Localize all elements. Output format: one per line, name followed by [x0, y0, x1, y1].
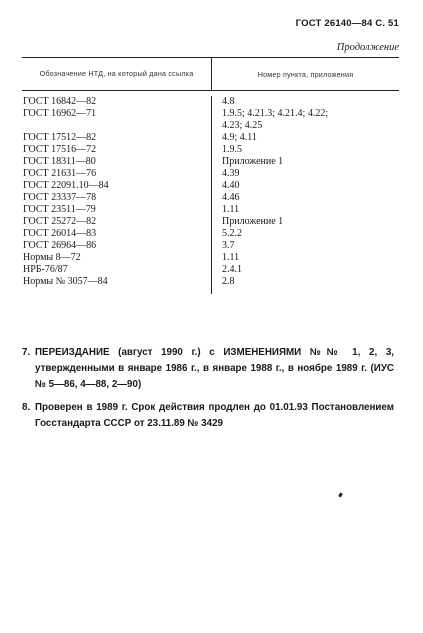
table-body — [22, 91, 399, 294]
continuation-label: Продолжение — [336, 42, 399, 53]
table-cell-clause: 4.46 — [222, 192, 240, 203]
table-cell-clause: 1.9.5 — [222, 144, 242, 155]
page-header: ГОСТ 26140—84 С. 51 — [295, 18, 399, 29]
table-spacer — [23, 288, 211, 294]
table-cell-document: ГОСТ 26964—86 — [23, 240, 97, 251]
note-number: 8. — [22, 402, 31, 413]
table-cell-clause: Приложение 1 — [222, 216, 284, 227]
table-cell-document: ГОСТ 16962—71 — [23, 108, 97, 119]
table-cell-document: ГОСТ 18311—80 — [23, 156, 96, 167]
table-cell-document: ГОСТ 23337—78 — [23, 192, 97, 203]
table-cell-document: ГОСТ 26014—83 — [23, 228, 97, 239]
table-cell-document — [23, 120, 211, 132]
table-cell-clause: 2.8 — [222, 276, 235, 287]
table-cell-clause: 2.4.1 — [222, 264, 242, 275]
column-header-document: Обозначение НТД, на который дана ссылка — [22, 58, 212, 90]
table-cell-clause: 1.11 — [222, 252, 240, 263]
reference-table — [22, 57, 399, 294]
table-cell-clause: 3.7 — [222, 240, 235, 251]
table-cell-clause: 4.9; 4.11 — [222, 132, 257, 143]
table-cell-clause: 4.23; 4.25 — [222, 120, 263, 131]
table-cell-clause: 1.9.5; 4.21.3; 4.21.4; 4.22; — [222, 108, 329, 119]
table-cell-clause: 4.39 — [222, 168, 240, 179]
table-cell-clause: 4.40 — [222, 180, 240, 191]
table-cell-document: Нормы 8—72 — [23, 252, 81, 263]
table-cell-document: ГОСТ 25272—82 — [23, 216, 97, 227]
document-column — [22, 96, 212, 294]
table-cell-clause: Приложение 1 — [222, 156, 284, 167]
note-reissue — [22, 345, 394, 393]
ink-mark — [338, 493, 343, 498]
clause-column — [212, 96, 399, 294]
table-cell-document: Нормы № 3057—84 — [23, 276, 108, 287]
note-validity — [22, 400, 394, 432]
column-header-clause: Номер пункта, приложения — [257, 69, 354, 79]
table-cell-document: ГОСТ 16842—82 — [23, 96, 97, 107]
table-cell-document: ГОСТ 23511—79 — [23, 204, 96, 215]
note-text: Проверен в 1989 г. Срок действия продлен до 01.01.93 Постановлением Госстандарта СССР от 23.11.89 № 3429 — [35, 402, 394, 429]
note-text: ПЕРЕИЗДАНИЕ (август 1990 г.) с ИЗМЕНЕНИЯМИ №№ 1, 2, 3, утвержденными в январе 1986 г., в январе 1988 г., в ноябре 1989 г. (ИУС № 5—86, 4—88, 2—90) — [35, 347, 394, 390]
table-cell-clause: 4.8 — [222, 96, 235, 107]
table-cell-clause: 1.11 — [222, 204, 240, 215]
table-cell-clause: 5.2.2 — [222, 228, 242, 239]
note-number: 7. — [22, 347, 31, 358]
table-cell-document: ГОСТ 21631—76 — [23, 168, 97, 179]
table-cell-document: НРБ-76/87 — [23, 264, 68, 275]
table-cell-document: ГОСТ 22091.10—84 — [23, 180, 109, 191]
table-cell-document: ГОСТ 17512—82 — [23, 132, 97, 143]
table-cell-document: ГОСТ 17516—72 — [23, 144, 97, 155]
table-header — [22, 58, 399, 91]
